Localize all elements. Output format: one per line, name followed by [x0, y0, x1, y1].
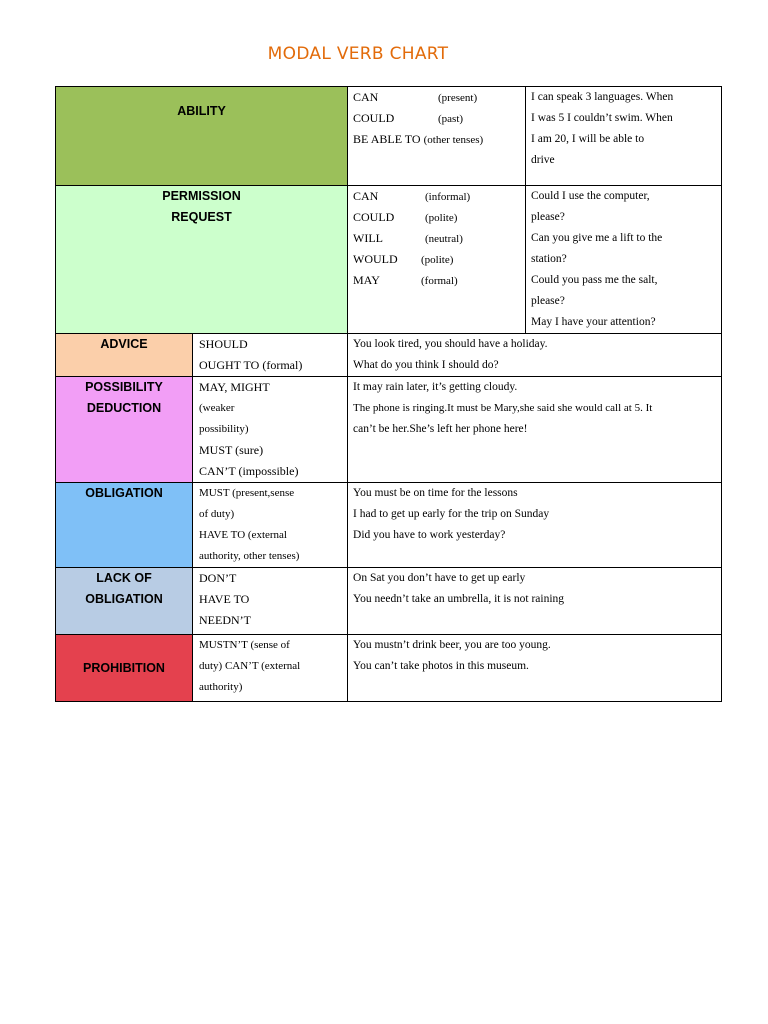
- modal-line: CAN’T (impossible): [199, 464, 299, 478]
- modal-line: MUSTN’T (sense of: [199, 639, 290, 651]
- category-label: PROHIBITION: [83, 660, 165, 675]
- category-cell-lack-of-obligation: [56, 568, 193, 635]
- example-line: Did you have to work yesterday?: [353, 529, 506, 541]
- modal-line: MUST (present,sense: [199, 487, 295, 499]
- category-label: POSSIBILITY: [85, 380, 163, 394]
- modal-line: authority): [199, 681, 243, 693]
- example-line: It may rain later, it’s getting cloudy.: [353, 381, 518, 393]
- modal-line: NEEDN’T: [199, 613, 251, 627]
- modal-line: MUST (sure): [199, 443, 264, 457]
- modal-line: OUGHT TO (formal): [199, 358, 303, 372]
- example-line: Could you pass me the salt,: [531, 274, 658, 286]
- category-label: LACK OF: [96, 571, 152, 585]
- example-line: can’t be her.She’s left her phone here!: [353, 423, 528, 435]
- modal-line: duty) CAN’T (external: [199, 660, 301, 672]
- category-label: REQUEST: [171, 210, 232, 224]
- example-line: I had to get up early for the trip on Sunday: [353, 508, 550, 520]
- category-cell-prohibition: [56, 635, 193, 702]
- example-line: Could I use the computer,: [531, 190, 650, 202]
- example-line: I was 5 I couldn’t swim. When: [531, 112, 673, 124]
- examples-cell-obligation: [348, 483, 722, 568]
- example-line: station?: [531, 253, 567, 265]
- modal-line: DON’T: [199, 571, 237, 585]
- example-line: You needn’t take an umbrella, it is not raining: [353, 593, 565, 605]
- modals-cell-lack-of-obligation: [193, 568, 348, 635]
- modal-line: HAVE TO: [199, 592, 250, 606]
- example-line: On Sat you don’t have to get up early: [353, 572, 526, 584]
- form-line: CAN (informal): [353, 189, 471, 203]
- examples-cell-possibility: [348, 377, 722, 483]
- form-line: COULD (past): [353, 111, 464, 125]
- page-title: MODAL VERB CHART: [267, 44, 449, 64]
- form-line: WOULD (polite): [353, 252, 454, 266]
- examples-cell-prohibition: [348, 635, 722, 702]
- examples-cell-lack-of-obligation: [348, 568, 722, 635]
- category-label: ADVICE: [100, 337, 148, 351]
- table-row-possibility: [56, 377, 722, 483]
- example-line: May I have your attention?: [531, 316, 656, 328]
- modals-cell-prohibition: [193, 635, 348, 702]
- form-line: WILL (neutral): [353, 231, 463, 245]
- category-label: DEDUCTION: [86, 401, 162, 415]
- example-line: What do you think I should do?: [353, 359, 499, 371]
- modal-line: (weaker: [199, 402, 235, 414]
- example-line: please?: [531, 211, 565, 223]
- category-label: OBLIGATION: [85, 592, 163, 606]
- modal-line: of duty): [199, 508, 235, 520]
- example-line: drive: [531, 154, 555, 166]
- example-line: You can’t take photos in this museum.: [353, 660, 529, 672]
- examples-cell-advice: [348, 334, 722, 377]
- modal-line: SHOULD: [199, 337, 248, 351]
- modals-cell-possibility: [193, 377, 348, 483]
- modal-line: HAVE TO (external: [199, 529, 287, 541]
- example-line: You look tired, you should have a holiday.: [353, 338, 548, 350]
- forms-cell-permission: [348, 186, 526, 334]
- table-row-ability: [56, 87, 722, 186]
- category-label: OBLIGATION: [85, 486, 163, 500]
- example-line: You mustn’t drink beer, you are too young.: [353, 639, 551, 651]
- category-label: PERMISSION: [162, 189, 241, 203]
- form-line: CAN (present): [353, 90, 478, 104]
- example-line: please?: [531, 295, 565, 307]
- category-cell-obligation: [56, 483, 193, 568]
- form-line: BE ABLE TO (other tenses): [353, 132, 484, 146]
- example-line: The phone is ringing.It must be Mary,she said she would call at 5. It: [353, 402, 653, 414]
- example-line: I am 20, I will be able to: [531, 133, 645, 145]
- form-line: COULD (polite): [353, 210, 458, 224]
- modal-line: authority, other tenses): [199, 550, 300, 562]
- form-line: MAY (formal): [353, 273, 458, 287]
- example-line: I can speak 3 languages. When: [531, 91, 674, 103]
- table-row-advice: [56, 334, 722, 377]
- table-row-permission: [56, 186, 722, 334]
- table-row-prohibition: [56, 635, 722, 702]
- modal-verb-table: [55, 86, 722, 702]
- table-row-obligation: [56, 483, 722, 568]
- example-line: Can you give me a lift to the: [531, 232, 663, 244]
- category-cell-possibility: [56, 377, 193, 483]
- category-label: ABILITY: [177, 104, 226, 118]
- examples-cell-ability: [526, 87, 722, 186]
- modal-line: MAY, MIGHT: [199, 380, 270, 394]
- category-cell-advice: [56, 334, 193, 377]
- table-row-lack-of-obligation: [56, 568, 722, 635]
- example-line: You must be on time for the lessons: [353, 487, 518, 499]
- modals-cell-obligation: [193, 483, 348, 568]
- modals-cell-advice: [193, 334, 348, 377]
- modal-line: possibility): [199, 423, 249, 435]
- forms-cell-ability: [348, 87, 526, 186]
- examples-cell-permission: [526, 186, 722, 334]
- category-cell-ability: [56, 87, 348, 186]
- category-cell-permission: [56, 186, 348, 334]
